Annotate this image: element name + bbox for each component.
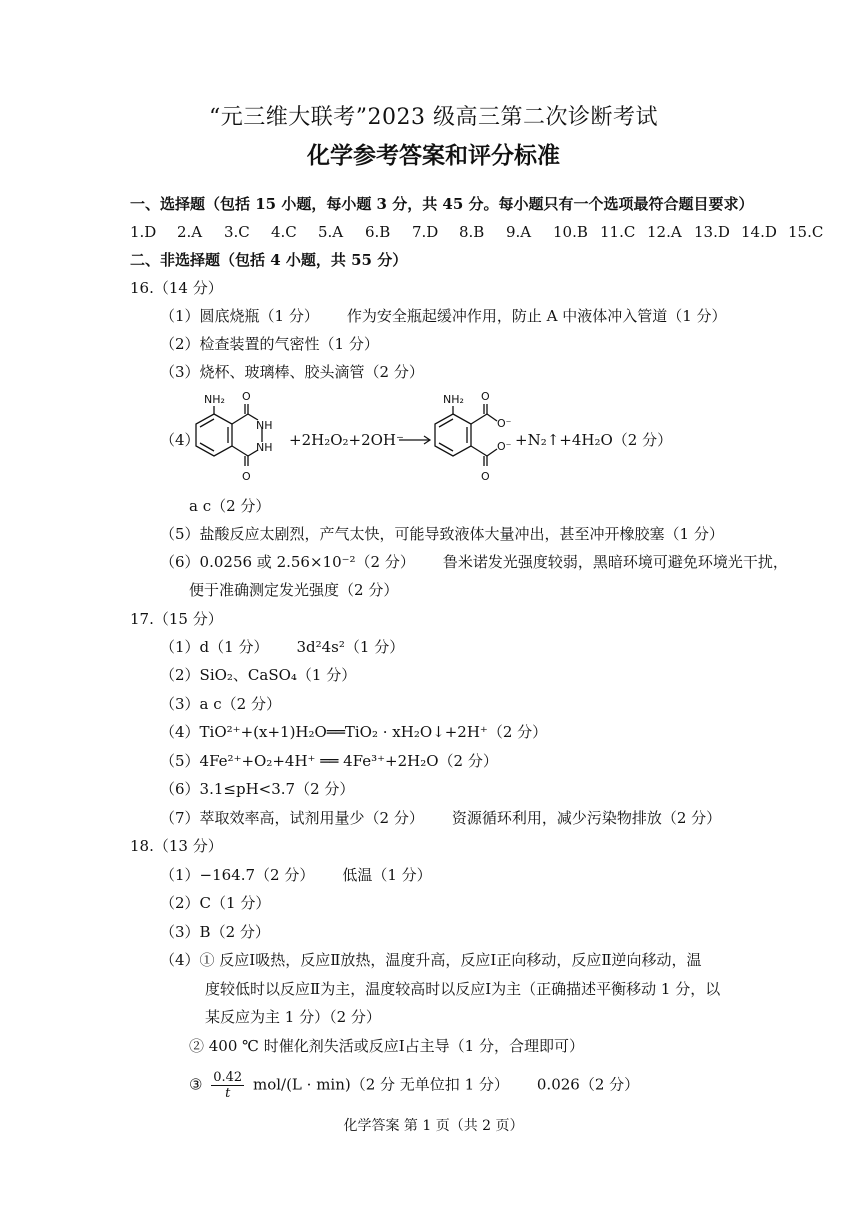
fraction-numerator: 0.42 <box>213 1070 243 1085</box>
q16-answer-6a: （6）0.0256 或 2.56×10⁻²（2 分） <box>160 553 415 571</box>
mc-answer: 10.B <box>553 223 588 241</box>
q17-answer-7a: （7）萃取效率高，试剂用量少（2 分） <box>160 809 424 827</box>
carbonyl-o-label: O <box>242 390 251 403</box>
q16-answer-1b: 作为安全瓶起缓冲作用，防止 A 中液体冲入管道（1 分） <box>346 307 727 325</box>
document-subtitle: 化学参考答案和评分标准 <box>307 142 560 169</box>
carboxylate-o-label: O⁻ <box>497 417 512 430</box>
q18-header: 18.（13 分） <box>130 837 223 855</box>
nh2-label: NH₂ <box>443 393 464 406</box>
section2-heading: 二、非选择题（包括 4 小题，共 55 分） <box>130 251 408 269</box>
q17-answer-2: （2）SiO₂、CaSO₄（1 分） <box>160 666 357 684</box>
exam-title: “元三维大联考”2023 级高三第二次诊断考试 <box>209 105 658 130</box>
q17-answer-1a: （1）d（1 分） <box>160 638 269 656</box>
q18-answer-4-2: ② 400 ℃ 时催化剂失活或反应Ⅰ占主导（1 分，合理即可） <box>189 1037 584 1055</box>
q17-answer-7 <box>160 808 721 828</box>
multiple-choice-answers <box>130 222 835 242</box>
q18-answer-4-3 <box>189 1070 639 1101</box>
q18-answer-4-line1: （4）① 反应Ⅰ吸热，反应Ⅱ放热，温度升高，反应Ⅰ正向移动，反应Ⅱ逆向移动，温 <box>160 951 702 969</box>
q16-answer-3: （3）烧杯、玻璃棒、胶头滴管（2 分） <box>160 363 424 381</box>
q16-answer-6b: 鲁米诺发光强度较弱，黑暗环境可避免环境光干扰， <box>442 553 788 571</box>
q17-answer-5: （5）4Fe²⁺+O₂+4H⁺ ══ 4Fe³⁺+2H₂O（2 分） <box>160 752 498 770</box>
page-footer: 化学答案 第 1 页（共 2 页） <box>343 1118 524 1134</box>
q16-products: +N₂↑+4H₂O（2 分） <box>515 431 673 449</box>
q18-answer-4-3-marker: ③ <box>189 1075 203 1094</box>
luminol-structure <box>186 388 286 492</box>
mc-answer: 9.A <box>506 223 532 241</box>
rate-fraction <box>211 1070 244 1101</box>
q18-answer-2: （2）C（1 分） <box>160 894 271 912</box>
carbonyl-o-label: O <box>481 390 490 403</box>
q17-answer-3: （3）a c（2 分） <box>160 695 281 713</box>
q16-answer-5: （5）盐酸反应太剧烈，产气太快，可能导致液体大量冲出，甚至冲开橡胶塞（1 分） <box>160 525 724 543</box>
q18-answer-1a: （1）−164.7（2 分） <box>160 866 315 884</box>
mc-answer: 3.C <box>224 223 250 241</box>
q18-answer-4-line2: 度较低时以反应Ⅱ为主，温度较高时以反应Ⅰ为主（正确描述平衡移动 1 分，以 <box>205 980 721 998</box>
q17-answer-7b: 资源循环利用，减少污染物排放（2 分） <box>451 809 722 827</box>
mc-answer: 7.D <box>412 223 439 241</box>
mc-answer: 14.D <box>741 223 777 241</box>
nh-label: NH <box>256 441 273 454</box>
q16-answer-1 <box>160 306 727 326</box>
mc-answer: 15.C <box>788 223 824 241</box>
section1-heading: 一、选择题（包括 15 小题，每小题 3 分，共 45 分。每小题只有一个选项最符合题目要求） <box>130 195 754 213</box>
mc-answer: 6.B <box>365 223 391 241</box>
mc-answer: 1.D <box>130 223 157 241</box>
q16-header: 16.（14 分） <box>130 279 223 297</box>
q18-answer-4-3-unit: mol/(L · min)（2 分 无单位扣 1 分） <box>252 1075 509 1094</box>
aminophthalate-structure <box>425 388 525 492</box>
mc-answer: 12.A <box>647 223 682 241</box>
q16-answer-4-label: （4） <box>160 431 200 449</box>
carboxylate-o-label: O⁻ <box>497 440 512 453</box>
nh2-label: NH₂ <box>204 393 225 406</box>
q17-answer-1 <box>160 637 404 657</box>
q17-header: 17.（15 分） <box>130 610 223 628</box>
q18-answer-4-line3: 某反应为主 1 分）（2 分） <box>205 1008 381 1026</box>
mc-answer: 11.C <box>600 223 636 241</box>
q16-answer-4-ac: a c（2 分） <box>189 497 271 515</box>
q16-answer-6c: 便于准确测定发光强度（2 分） <box>189 581 399 599</box>
q17-answer-1b: 3d²4s²（1 分） <box>296 638 405 656</box>
nh-label: NH <box>256 419 273 432</box>
q17-answer-6: （6）3.1≤pH<3.7（2 分） <box>160 780 355 798</box>
q17-answer-4: （4）TiO²⁺+(x+1)H₂O══TiO₂ · xH₂O↓+2H⁺（2 分） <box>160 723 548 741</box>
mc-answer: 5.A <box>318 223 344 241</box>
q16-answer-6 <box>160 552 788 572</box>
fraction-denominator: t <box>225 1086 231 1101</box>
mc-answer: 4.C <box>271 223 297 241</box>
q16-answer-2: （2）检查装置的气密性（1 分） <box>160 335 379 353</box>
q18-answer-4-3-value: 0.026（2 分） <box>536 1075 640 1094</box>
mc-answer: 2.A <box>177 223 203 241</box>
q18-answer-1 <box>160 865 432 885</box>
q16-reagents: +2H₂O₂+2OH⁻ <box>289 431 404 449</box>
carbonyl-o-label: O <box>242 470 251 483</box>
mc-answer: 13.D <box>694 223 730 241</box>
mc-answer: 8.B <box>459 223 485 241</box>
q16-answer-1a: （1）圆底烧瓶（1 分） <box>160 307 319 325</box>
q18-answer-1b: 低温（1 分） <box>342 866 432 884</box>
carbonyl-o-label: O <box>481 470 490 483</box>
q18-answer-3: （3）B（2 分） <box>160 923 270 941</box>
